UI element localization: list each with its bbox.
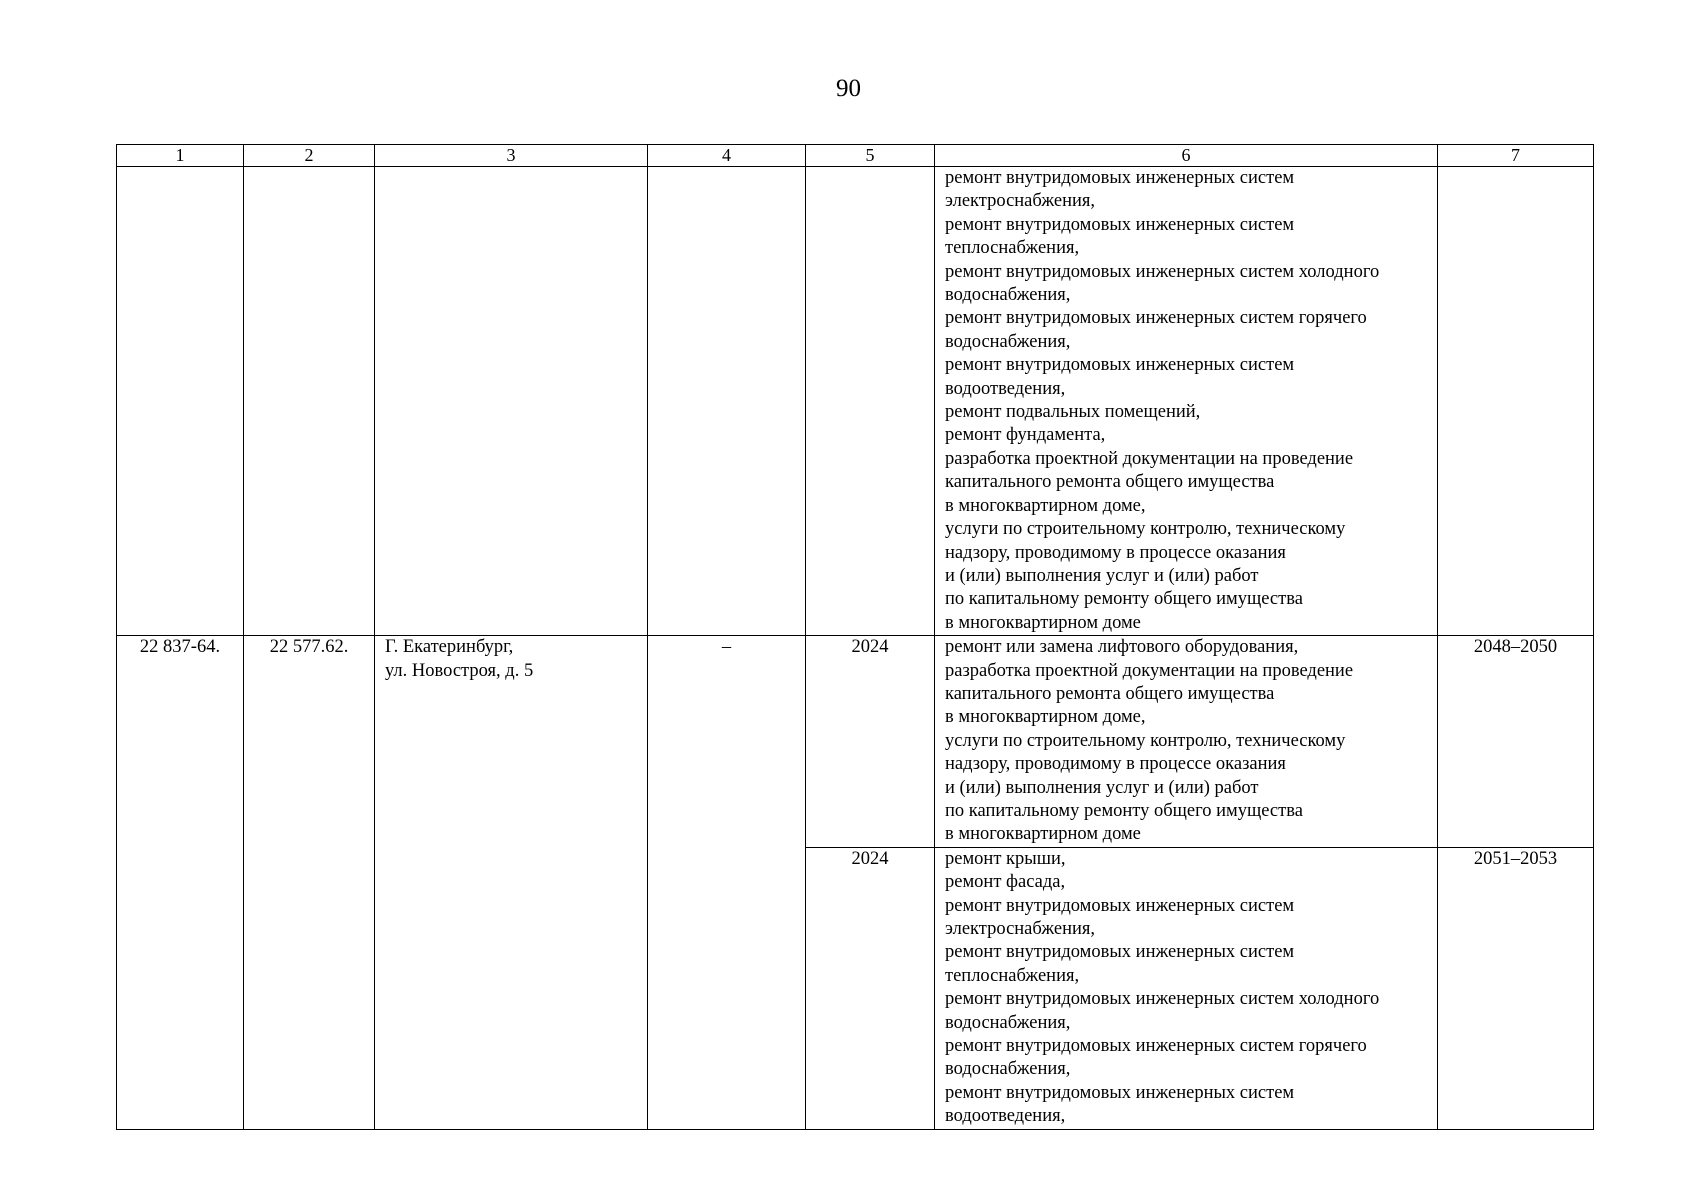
column-header: 4 bbox=[648, 145, 806, 167]
entry-col1-cell: 22 837-64. bbox=[117, 636, 244, 1130]
text-line: теплоснабжения, bbox=[945, 965, 1080, 986]
empty-cell bbox=[648, 167, 806, 636]
text-line: услуги по строительному контролю, техническому bbox=[945, 519, 1346, 540]
empty-cell bbox=[1438, 167, 1594, 636]
text-line: и (или) выполнения услуг и (или) работ bbox=[945, 777, 1259, 798]
address-cell bbox=[375, 636, 648, 1130]
text-line: ремонт внутридомовых инженерных систем горячего bbox=[945, 308, 1367, 329]
year-cell: 2024 bbox=[806, 636, 935, 848]
text-line: водоснабжения, bbox=[945, 285, 1071, 306]
text-line: водоснабжения, bbox=[945, 1059, 1071, 1080]
text-line: ремонт фундамента, bbox=[945, 425, 1106, 446]
text-line: ремонт внутридомовых инженерных систем bbox=[945, 1082, 1295, 1103]
numbers-cell: 2051–2053 bbox=[1438, 847, 1594, 1129]
text-line: по капитальному ремонту общего имущества bbox=[945, 800, 1303, 821]
text-line: ремонт внутридомовых инженерных систем горячего bbox=[945, 1036, 1367, 1057]
text-line: ремонт внутридомовых инженерных систем холодного bbox=[945, 261, 1380, 282]
text-line: капитального ремонта общего имущества bbox=[945, 683, 1275, 704]
text-line: услуги по строительному контролю, техническому bbox=[945, 730, 1346, 751]
text-line: ремонт внутридомовых инженерных систем bbox=[945, 355, 1295, 376]
empty-cell bbox=[375, 167, 648, 636]
text-line: теплоснабжения, bbox=[945, 238, 1080, 259]
page-number: 90 bbox=[836, 75, 861, 102]
text-line: ремонт внутридомовых инженерных систем bbox=[945, 168, 1295, 188]
empty-cell bbox=[244, 167, 375, 636]
text-line: Г. Екатеринбург, bbox=[385, 637, 514, 658]
text-line: электроснабжения, bbox=[945, 191, 1096, 212]
numbers-cell: 2048–2050 bbox=[1438, 636, 1594, 848]
entry-col4-cell: – bbox=[648, 636, 806, 1130]
text-line: ремонт или замена лифтового оборудования, bbox=[945, 637, 1299, 658]
empty-cell bbox=[806, 167, 935, 636]
year-cell: 2024 bbox=[806, 847, 935, 1129]
text-line: ремонт внутридомовых инженерных систем bbox=[945, 214, 1295, 235]
text-line: капитального ремонта общего имущества bbox=[945, 472, 1275, 493]
column-header: 7 bbox=[1438, 145, 1594, 167]
text-line: в многоквартирном доме, bbox=[945, 495, 1146, 516]
entry-col2-cell: 22 577.62. bbox=[244, 636, 375, 1130]
text-line: в многоквартирном доме bbox=[945, 612, 1141, 633]
text-line: в многоквартирном доме bbox=[945, 824, 1141, 845]
column-number-row bbox=[117, 145, 1594, 167]
text-line: и (или) выполнения услуг и (или) работ bbox=[945, 565, 1259, 586]
works-list-cell bbox=[935, 636, 1438, 848]
text-line: ул. Новостроя, д. 5 bbox=[385, 660, 534, 681]
text-line: по капитальному ремонту общего имущества bbox=[945, 589, 1303, 610]
works-list-cell bbox=[935, 167, 1438, 636]
capital-repair-table bbox=[116, 144, 1594, 1130]
text-line: ремонт внутридомовых инженерных систем bbox=[945, 942, 1295, 963]
column-header: 2 bbox=[244, 145, 375, 167]
column-header: 1 bbox=[117, 145, 244, 167]
works-list-cell bbox=[935, 847, 1438, 1129]
text-line: ремонт внутридомовых инженерных систем холодного bbox=[945, 989, 1380, 1010]
text-line: ремонт крыши, bbox=[945, 848, 1066, 869]
table-row bbox=[117, 636, 1594, 848]
text-line: электроснабжения, bbox=[945, 919, 1096, 939]
text-line: водоснабжения, bbox=[945, 331, 1071, 352]
continuation-row bbox=[117, 167, 1594, 636]
text-line: водоотведения, bbox=[945, 378, 1066, 399]
text-line: ремонт фасада, bbox=[945, 872, 1066, 893]
text-line: разработка проектной документации на проведение bbox=[945, 660, 1354, 681]
column-header: 3 bbox=[375, 145, 648, 167]
text-line: ремонт внутридомовых инженерных систем bbox=[945, 895, 1295, 916]
text-line: надзору, проводимому в процессе оказания bbox=[945, 754, 1286, 775]
text-line: водоснабжения, bbox=[945, 1012, 1071, 1033]
text-line: разработка проектной документации на проведение bbox=[945, 448, 1354, 469]
column-header: 5 bbox=[806, 145, 935, 167]
empty-cell bbox=[117, 167, 244, 636]
text-line: надзору, проводимому в процессе оказания bbox=[945, 542, 1286, 563]
column-header: 6 bbox=[935, 145, 1438, 167]
text-line: в многоквартирном доме, bbox=[945, 707, 1146, 728]
text-line: ремонт подвальных помещений, bbox=[945, 402, 1201, 423]
text-line: водоотведения, bbox=[945, 1106, 1066, 1127]
